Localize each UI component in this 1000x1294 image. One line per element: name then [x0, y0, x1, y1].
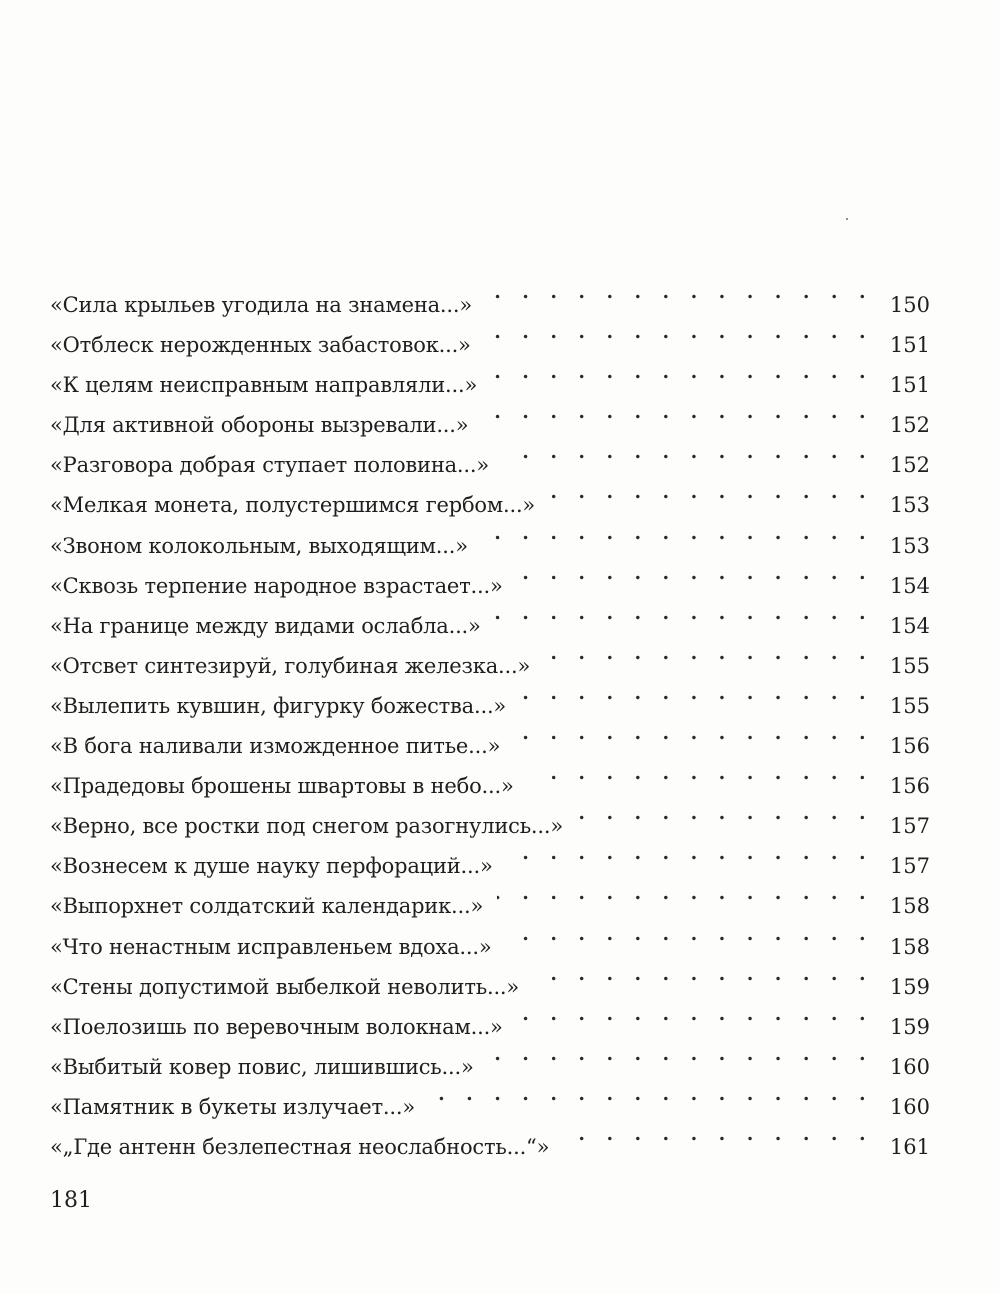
toc-entry-page: 152: [889, 413, 930, 438]
toc-entry-page: 155: [889, 693, 930, 718]
toc-entry-page: 151: [889, 373, 930, 398]
dot-leader: [497, 873, 866, 913]
toc-entry-page: 154: [889, 613, 930, 638]
dot-leader: [491, 352, 866, 392]
toc-entry-title: «Сила крыльев угодила на знамена...»: [50, 293, 473, 317]
dot-leader: [520, 673, 866, 713]
paper-speck: [846, 218, 848, 220]
toc-entry-page: 151: [889, 333, 930, 358]
toc-entry-title: «Выпорхнет солдатский календарик...»: [50, 894, 484, 919]
toc-entry-title: «Вознесем к душе науку перфораций...»: [50, 854, 493, 879]
toc-entry-page: 157: [889, 814, 930, 839]
toc-entry-title: «Стены допустимой выбелкой неволить...»: [50, 974, 520, 999]
dot-leader: [482, 392, 866, 432]
toc-entry-page: 153: [889, 493, 930, 518]
toc-entry-title: «Поелозишь по веревочным волокнам...»: [50, 1014, 503, 1039]
toc-entry-title: «Разговора добрая ступает половина...»: [50, 453, 490, 478]
dot-leader: [533, 954, 866, 994]
dot-leader: [488, 1034, 866, 1074]
toc-entry-title: «Отблеск нерожденных забастовок...»: [50, 333, 471, 358]
toc-entry-page: 159: [889, 1014, 930, 1039]
dot-leader: [482, 513, 866, 553]
toc-entry-title: «Мелкая монета, полустершимся гербом...»: [50, 493, 536, 518]
toc-entry-title: «В бога наливали изможденное питье...»: [50, 734, 501, 759]
toc-entry-page: 156: [889, 774, 930, 799]
dot-leader: [505, 914, 866, 954]
toc-entry-title: «Что ненастным исправленьем вдоха...»: [50, 934, 492, 959]
table-of-contents: [50, 272, 930, 1159]
toc-entry-page: 160: [889, 1054, 930, 1079]
toc-entry-page: 160: [889, 1094, 930, 1119]
toc-entry-title: «Сквозь терпение народное взрастает...»: [50, 573, 503, 598]
toc-entry-title: «Отсвет синтезируй, голубиная железка...»: [50, 653, 531, 678]
dot-leader: [528, 753, 866, 793]
dot-leader: [507, 833, 866, 873]
dot-leader: [544, 633, 866, 673]
toc-entry-page: 158: [889, 934, 930, 959]
toc-entry-title: «Прадедовы брошены швартовы в небо...»: [50, 774, 514, 799]
toc-entry-title: «Верно, все ростки под снегом разогнулись...»: [50, 814, 563, 839]
toc-entry-title: «Для активной обороны вызревали...»: [50, 413, 469, 438]
dot-leader: [549, 472, 866, 512]
dot-leader: [485, 312, 866, 352]
toc-entry-page: 155: [889, 653, 930, 678]
dot-leader: [514, 713, 866, 753]
toc-entry-page: 158: [889, 894, 930, 919]
toc-entry-page: 161: [889, 1134, 930, 1159]
toc-entry: [50, 272, 930, 317]
toc-entry-title: «Звоном колокольным, выходящим...»: [50, 533, 468, 558]
toc-entry-title: «„Где антенн безлепестная неослабность...“»: [50, 1134, 550, 1159]
toc-entry-page: 150: [889, 293, 930, 317]
toc-entry-page: 152: [889, 453, 930, 478]
toc-entry-title: «Вылепить кувшин, фигурку божества...»: [50, 693, 507, 718]
toc-entry-page: 159: [889, 974, 930, 999]
dot-leader: [495, 593, 866, 633]
toc-entry-title: «К целям неисправным направляли...»: [50, 373, 478, 398]
dot-leader: [429, 1074, 866, 1114]
dot-leader: [517, 553, 866, 593]
dot-leader: [503, 432, 866, 472]
dot-leader: [486, 272, 866, 312]
toc-entry-page: 157: [889, 854, 930, 879]
page-number: 181: [50, 1188, 92, 1213]
toc-entry-title: «На границе между видами ослабла...»: [50, 613, 481, 638]
toc-entry-page: 153: [889, 533, 930, 558]
toc-entry-title: «Выбитый ковер повис, лишившись...»: [50, 1054, 474, 1079]
toc-entry-title: «Памятник в букеты излучает...»: [50, 1094, 416, 1119]
dot-leader: [563, 1114, 866, 1154]
toc-entry-page: 156: [889, 734, 930, 759]
dot-leader: [577, 793, 866, 833]
dot-leader: [517, 994, 866, 1034]
toc-entry-page: 154: [889, 573, 930, 598]
